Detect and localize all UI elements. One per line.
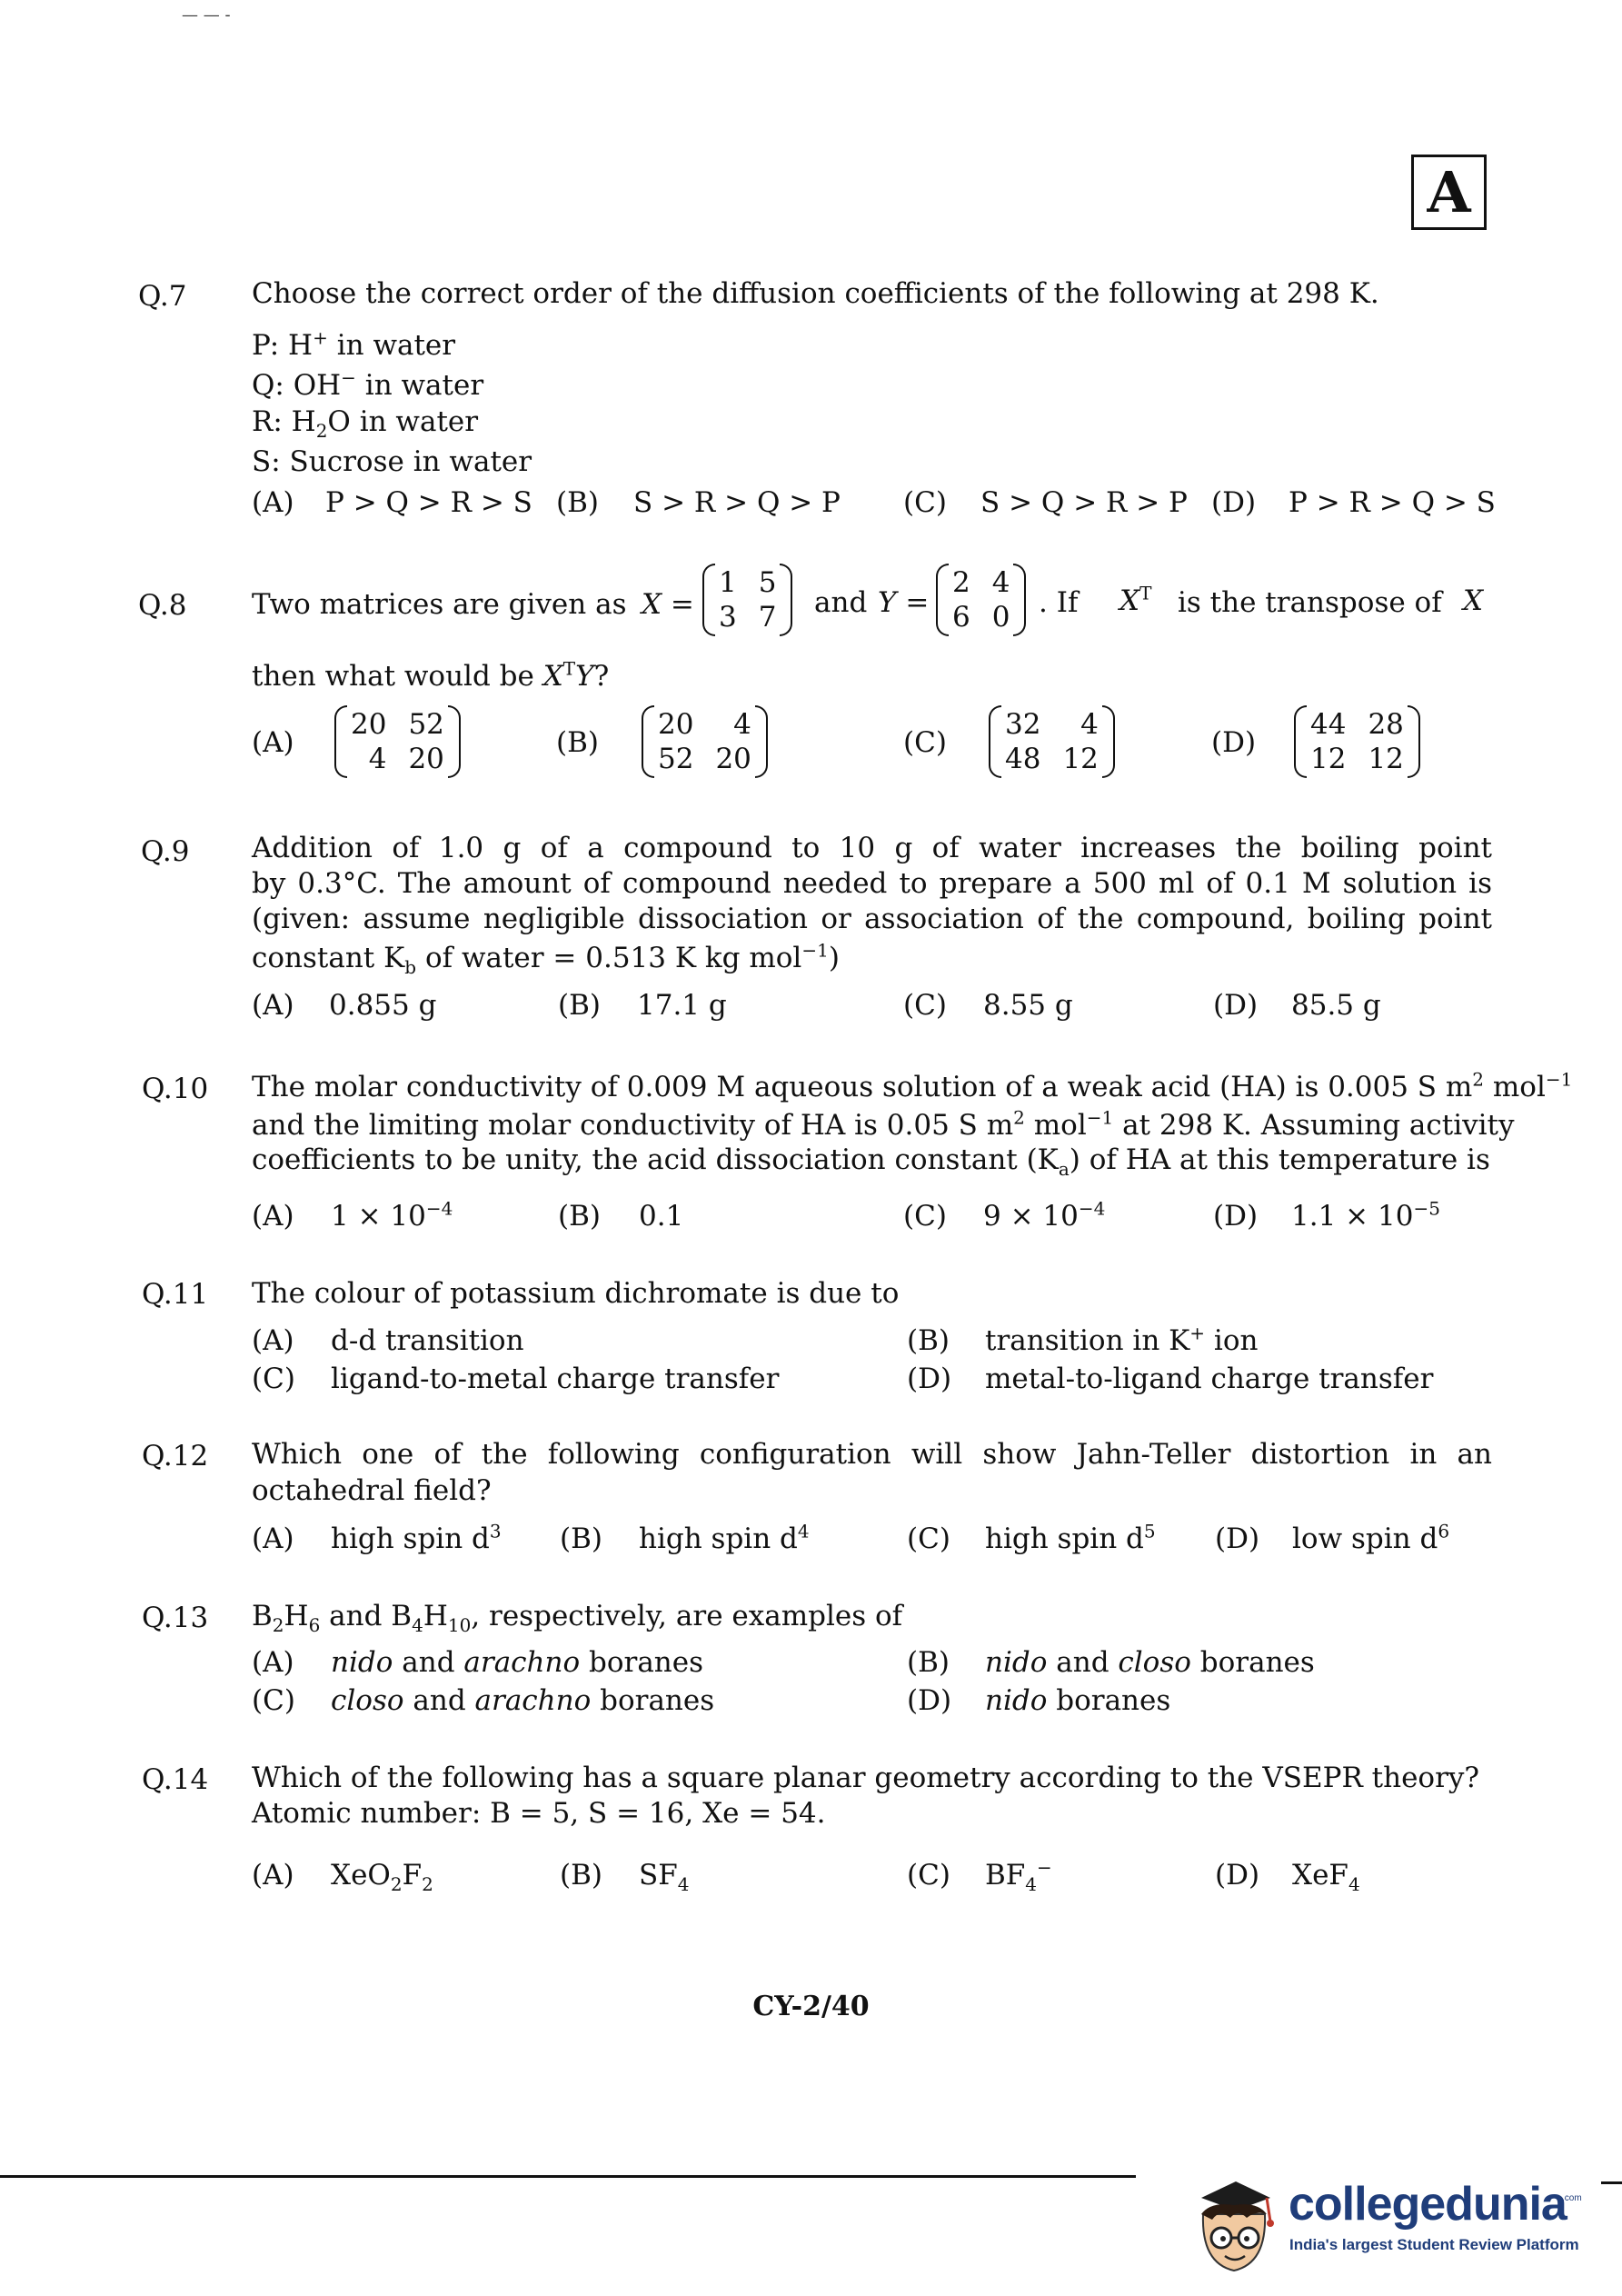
option-label-d: (D): [907, 1363, 952, 1395]
options-row: [0, 1856, 1622, 1896]
matrix-cell: 20: [658, 708, 694, 741]
top-scan-marks: — — -: [182, 5, 231, 25]
option-label-a: (A): [252, 1646, 294, 1679]
option-d[interactable]: P > R > Q > S: [1289, 486, 1496, 519]
option-b[interactable]: 0.1: [639, 1200, 684, 1233]
question-number: Q.10: [142, 1073, 209, 1105]
option-a[interactable]: high spin $d^3$: [331, 1520, 502, 1555]
stem-and: and: [814, 586, 868, 619]
question-number: Q.13: [142, 1602, 209, 1634]
stem-if: . If: [1039, 586, 1079, 619]
option-b[interactable]: [642, 705, 768, 778]
option-c[interactable]: [989, 705, 1115, 778]
stem-line-1: Which of the following has a square planar geometry according to the VSEPR theory?: [252, 1762, 1480, 1794]
option-label-b: (B): [558, 1200, 601, 1233]
stem-transpose: is the transpose of: [1178, 586, 1442, 619]
brand-mascot-icon: [1183, 2154, 1285, 2281]
options-row: [0, 484, 1622, 521]
option-label-a: (A): [252, 989, 294, 1022]
stem-line-1: Which one of the following configuration will show Jahn-Teller distortion in an: [252, 1438, 1492, 1471]
option-label-c: (C): [903, 1200, 947, 1233]
question-number: Q.8: [138, 589, 187, 622]
option-label-b: (B): [556, 486, 599, 519]
option-label-a: (A): [252, 1522, 294, 1555]
matrix-cell: 3: [719, 601, 737, 634]
question-stem: Choose the correct order of the diffusion coefficients of the following at 298 K.: [252, 277, 1379, 310]
matrix-cell: 52: [658, 743, 694, 775]
option-label-c: (C): [252, 1684, 295, 1717]
question-stem-line2: then what would be $X^TY$?: [252, 657, 610, 693]
option-label-c: (C): [252, 1363, 295, 1395]
matrix-cell: 1: [719, 566, 737, 599]
matrix-cell: 12: [1310, 743, 1347, 775]
matrix-x: [702, 564, 792, 636]
brand-tagline: India's largest Student Review Platform: [1289, 2236, 1579, 2253]
options-row: [0, 987, 1622, 1023]
option-label-b: (B): [556, 726, 599, 759]
question-number: Q.11: [142, 1278, 209, 1311]
footer-rule: [0, 2175, 1136, 2178]
option-label-d: (D): [1215, 1522, 1260, 1555]
option-label-a: (A): [252, 1859, 294, 1892]
option-label-c: (C): [907, 1522, 950, 1555]
options-row-1: [0, 1323, 1622, 1359]
option-c[interactable]: $BF_4^-$: [985, 1856, 1052, 1896]
matrix-cell: 4: [368, 743, 387, 775]
matrix-cell: 12: [1062, 743, 1099, 775]
matrix-cell: 0: [991, 601, 1010, 634]
options-row-1: [0, 1644, 1622, 1681]
question-stem: The colour of potassium dichromate is due to: [252, 1277, 900, 1310]
option-d[interactable]: XeF$_4$: [1292, 1859, 1360, 1896]
option-b[interactable]: nido and closo boranes: [985, 1646, 1315, 1679]
option-c[interactable]: 8.55 g: [983, 989, 1073, 1022]
stem-line-1: The molar conductivity of 0.009 M aqueous solution of a weak acid (HA) is 0.005 S $m^2$ mol$^{-1}$: [252, 1068, 1573, 1103]
option-label-c: (C): [907, 1859, 950, 1892]
option-label-d: (D): [1211, 726, 1257, 759]
matrix-cell: 20: [408, 743, 444, 775]
option-a[interactable]: $XeO_2F_2$: [331, 1859, 433, 1896]
option-a[interactable]: 0.855 g: [329, 989, 437, 1022]
item-q: Q: OH− in water: [252, 366, 484, 402]
matrix-cell: 28: [1368, 708, 1404, 741]
option-c[interactable]: closo and arachno boranes: [331, 1684, 715, 1717]
option-a[interactable]: [334, 705, 461, 778]
question-number: Q.14: [142, 1763, 209, 1796]
var-xt: $X^T$: [1119, 582, 1152, 617]
var-x-end: X: [1463, 584, 1484, 617]
stem-line-2: and the limiting molar conductivity of HA is 0.05 S $m^2$ mol$^{-1}$ at 298 K. Assuming activity: [252, 1106, 1515, 1142]
option-b[interactable]: $SF_4$: [639, 1859, 690, 1896]
option-a[interactable]: d-d transition: [331, 1324, 524, 1357]
option-d[interactable]: metal-to-ligand charge transfer: [985, 1363, 1434, 1395]
stem-line-2: by 0.3°C. The amount of compound needed to prepare a 500 ml of 0.1 M solution is: [252, 867, 1492, 900]
stem-line-3: (given: assume negligible dissociation or association of the compound, boiling point: [252, 903, 1492, 935]
option-b[interactable]: high spin $d^4$: [639, 1520, 810, 1555]
item-p: P: H+ in water: [252, 326, 456, 362]
option-b[interactable]: transition in K+ ion: [985, 1322, 1259, 1357]
option-label-d: (D): [1213, 989, 1259, 1022]
matrix-cell: 6: [952, 601, 970, 634]
option-label-d: (D): [907, 1684, 952, 1717]
paper-code: A: [1427, 159, 1471, 225]
var-x: X =: [642, 588, 694, 621]
matrix-cell: 44: [1310, 708, 1347, 741]
brand-name: collegedunia: [1289, 2178, 1567, 2231]
option-d[interactable]: low spin $d^6$: [1292, 1520, 1450, 1555]
options-row-2: [0, 1682, 1622, 1719]
option-label-b: (B): [560, 1859, 602, 1892]
option-label-a: (A): [252, 1200, 294, 1233]
matrix-cell: 4: [991, 566, 1010, 599]
matrix-cell: 32: [1005, 708, 1041, 741]
footer-rule-right: [1601, 2181, 1622, 2184]
option-label-a: (A): [252, 486, 294, 519]
option-label-d: (D): [1215, 1859, 1260, 1892]
option-a[interactable]: nido and arachno boranes: [331, 1646, 704, 1679]
option-label-b: (B): [907, 1324, 950, 1357]
matrix-cell: 7: [758, 601, 777, 634]
page-footer-code: CY-2/40: [752, 1991, 870, 2022]
stem-line-2: octahedral field?: [252, 1474, 492, 1507]
question-number: Q.9: [141, 835, 190, 868]
question-number: Q.12: [142, 1440, 209, 1472]
matrix-cell: 48: [1005, 743, 1041, 775]
option-c[interactable]: $9 \times 10^{-4}$: [983, 1197, 1106, 1233]
stem-line-4: constant $K_b$ of water = 0.513 K kg mol$^{-1}$): [252, 939, 840, 979]
matrix-cell: 4: [1080, 708, 1099, 741]
options-row: [0, 1198, 1622, 1234]
matrix-y: [936, 564, 1026, 636]
item-r: R: $H_2O$ in water: [252, 405, 479, 443]
option-c[interactable]: high spin $d^5$: [985, 1520, 1156, 1555]
option-label-a: (A): [252, 1324, 294, 1357]
option-c[interactable]: ligand-to-metal charge transfer: [331, 1363, 780, 1395]
option-label-c: (C): [903, 989, 947, 1022]
brand-domain: .com: [1562, 2193, 1582, 2203]
matrix-cell: 12: [1368, 743, 1404, 775]
option-label-b: (B): [558, 989, 601, 1022]
question-stem-part: Two matrices are given as: [252, 588, 627, 621]
option-label-d: (D): [1213, 1200, 1259, 1233]
option-a[interactable]: P > Q > R > S: [325, 486, 532, 519]
matrix-cell: 52: [408, 708, 444, 741]
option-label-b: (B): [907, 1646, 950, 1679]
matrix-cell: 4: [733, 708, 751, 741]
option-label-b: (B): [560, 1522, 602, 1555]
option-d[interactable]: $1.1 \times 10^{-5}$: [1291, 1197, 1440, 1233]
option-b[interactable]: S > R > Q > P: [633, 486, 841, 519]
options-row-2: [0, 1361, 1622, 1397]
matrix-cell: 20: [351, 708, 387, 741]
var-y: Y =: [878, 586, 930, 619]
paper-code-box: [1411, 155, 1487, 230]
matrix-cell: 2: [952, 566, 970, 599]
option-label-c: (C): [903, 726, 947, 759]
matrix-cell: 5: [758, 566, 777, 599]
question-stem: $B_2H_6$ and $B_4H_{10}$, respectively, are examples of: [252, 1600, 903, 1637]
option-a[interactable]: $1 \times 10^{-4}$: [331, 1197, 453, 1233]
stem-line-1: Addition of 1.0 g of a compound to 10 g of water increases the boiling point: [252, 832, 1492, 864]
item-s: S: Sucrose in water: [252, 445, 532, 478]
matrix-cell: 20: [715, 743, 751, 775]
option-d[interactable]: nido boranes: [985, 1684, 1171, 1717]
stem-line-2: Atomic number: B = 5, S = 16, Xe = 54.: [252, 1797, 826, 1830]
option-d[interactable]: 85.5 g: [1291, 989, 1381, 1022]
option-d[interactable]: [1294, 705, 1420, 778]
option-label-a: (A): [252, 726, 294, 759]
options-row: [0, 1521, 1622, 1557]
option-b[interactable]: 17.1 g: [637, 989, 727, 1022]
option-c[interactable]: S > Q > R > P: [980, 486, 1188, 519]
stem-line-3: coefficients to be unity, the acid dissociation constant $(K_a)$ of HA at this temperature is: [252, 1143, 1490, 1181]
option-label-c: (C): [903, 486, 947, 519]
option-label-d: (D): [1211, 486, 1257, 519]
question-number: Q.7: [138, 280, 187, 313]
